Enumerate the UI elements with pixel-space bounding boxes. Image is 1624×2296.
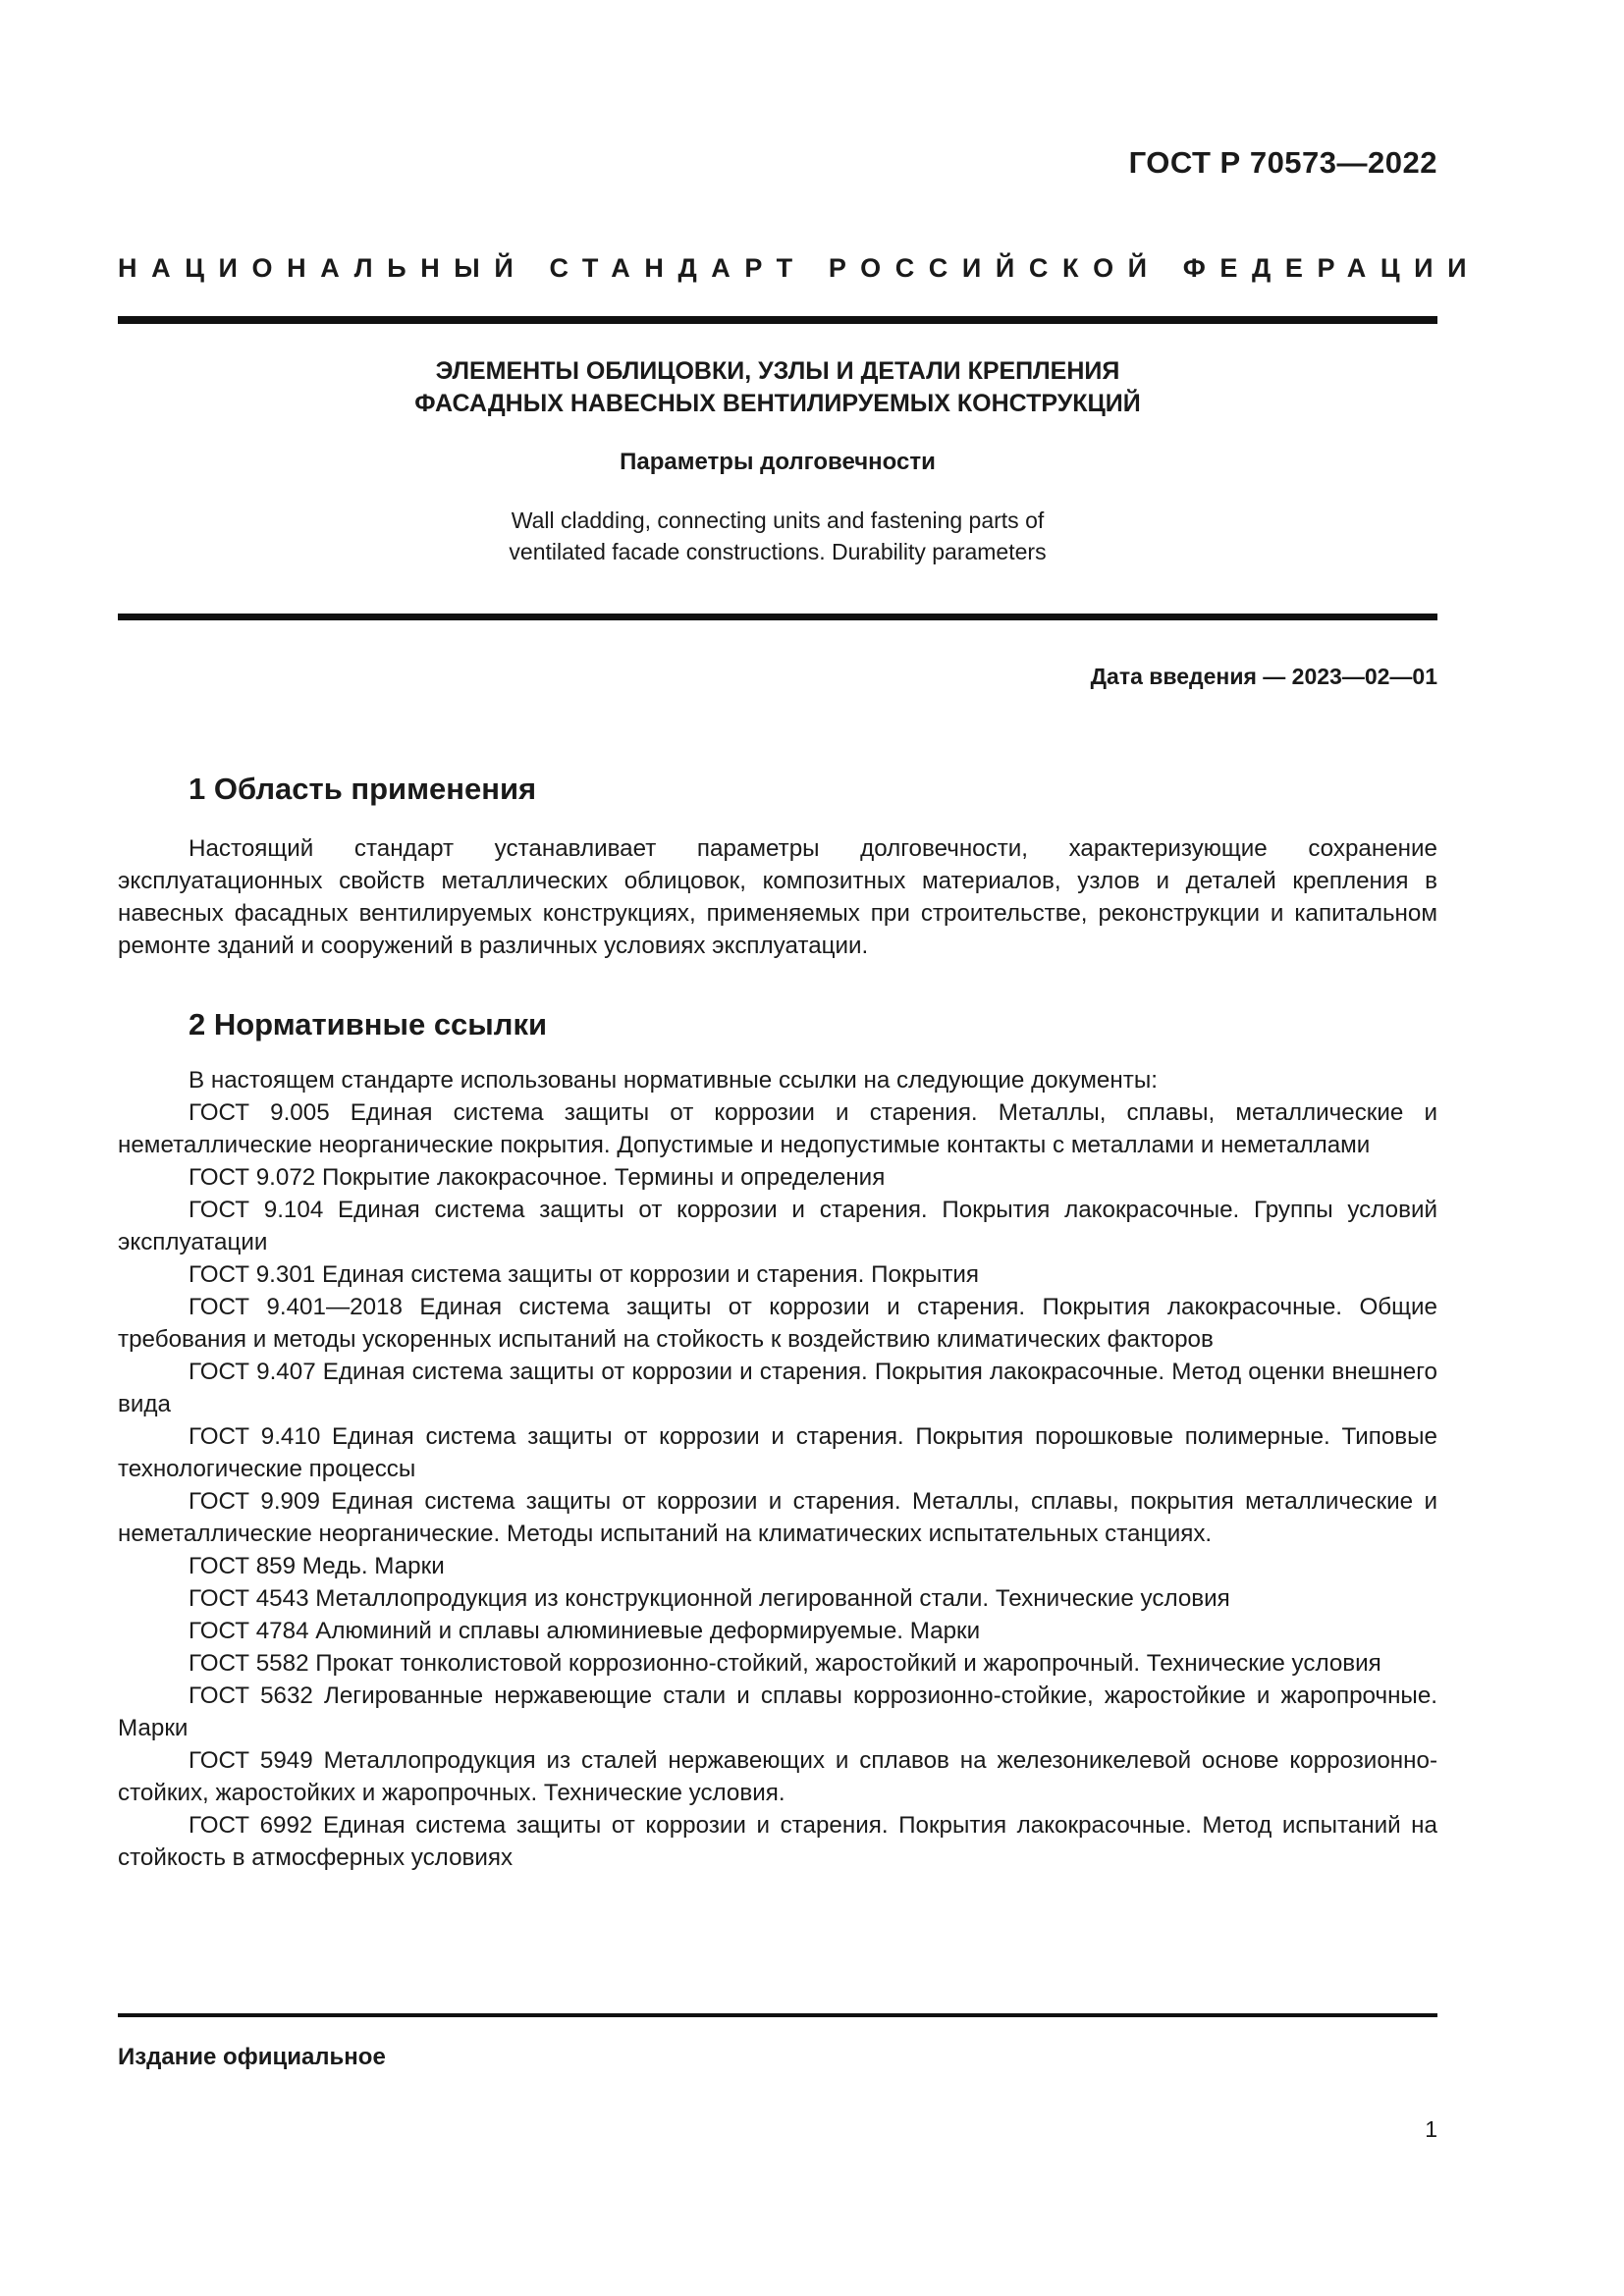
- title-block: [118, 355, 1437, 567]
- reference-item: ГОСТ 9.407 Единая система защиты от коррозии и старения. Покрытия лакокрасочные. Метод оценки внешнего вида: [118, 1359, 1437, 1417]
- reference-item: ГОСТ 5632 Легированные нержавеющие стали и сплавы коррозионно-стойкие, жаростойкие и жаропрочные. Марки: [118, 1682, 1437, 1741]
- section-heading-scope: 1 Область применения: [189, 772, 537, 806]
- reference-item: ГОСТ 9.301 Единая система защиты от коррозии и старения. Покрытия: [189, 1261, 980, 1288]
- paragraph: В настоящем стандарте использованы нормативные ссылки на следующие документы:: [189, 1067, 1158, 1094]
- reference-item: ГОСТ 6992 Единая система защиты от коррозии и старения. Покрытия лакокрасочные. Метод испытаний на стойкость в атмосферных условиях: [118, 1812, 1437, 1871]
- footer-divider: [118, 2013, 1437, 2017]
- header-divider: [118, 316, 1437, 324]
- reference-item: ГОСТ 4543 Металлопродукция из конструкционной легированной стали. Технические условия: [189, 1585, 1230, 1612]
- reference-item: ГОСТ 4784 Алюминий и сплавы алюминиевые деформируемые. Марки: [189, 1618, 981, 1644]
- reference-item: ГОСТ 5582 Прокат тонколистовой коррозионно-стойкий, жаростойкий и жаропрочный. Технические условия: [189, 1650, 1381, 1677]
- reference-item: ГОСТ 9.104 Единая система защиты от коррозии и старения. Покрытия лакокрасочные. Группы условий эксплуатации: [118, 1197, 1437, 1255]
- section-body-references: [118, 1064, 1437, 1874]
- reference-item: ГОСТ 9.072 Покрытие лакокрасочное. Термины и определения: [189, 1164, 886, 1191]
- title-divider: [118, 614, 1437, 620]
- english-title-line-2: ventilated facade constructions. Durability parameters: [509, 539, 1047, 564]
- introduction-date: Дата введения — 2023—02—01: [1090, 664, 1437, 689]
- reference-item: ГОСТ 9.410 Единая система защиты от коррозии и старения. Покрытия порошковые полимерные. Типовые технологические процессы: [118, 1423, 1437, 1482]
- reference-item: ГОСТ 9.005 Единая система защиты от коррозии и старения. Металлы, сплавы, металлические и неметаллические неорганические покрытия. Допустимые и недопустимые контакты с металлами и неметаллами: [118, 1099, 1437, 1158]
- reference-item: ГОСТ 9.909 Единая система защиты от коррозии и старения. Металлы, сплавы, покрытия металлические и неметаллические неорганические. Методы испытаний на климатических испытательных станциях.: [118, 1488, 1437, 1547]
- document-page: [118, 0, 1482, 2296]
- document-id: ГОСТ Р 70573—2022: [1128, 145, 1437, 180]
- section-heading-references: 2 Нормативные ссылки: [189, 1007, 548, 1041]
- reference-item: ГОСТ 9.401—2018 Единая система защиты от коррозии и старения. Покрытия лакокрасочные. Общие требования и методы ускоренных испытаний на стойкость к воздействию климатических факторов: [118, 1294, 1437, 1353]
- english-title-line-1: Wall cladding, connecting units and fastening parts of: [511, 507, 1045, 533]
- national-standard-banner: НАЦИОНАЛЬНЫЙ СТАНДАРТ РОССИЙСКОЙ ФЕДЕРАЦИИ: [118, 253, 1482, 283]
- section-body-scope: [118, 832, 1437, 962]
- english-title: [118, 505, 1437, 567]
- page-number: 1: [1425, 2116, 1437, 2142]
- reference-item: ГОСТ 5949 Металлопродукция из сталей нержавеющих и сплавов на железоникелевой основе коррозионно-стойких, жаростойких и жаропрочных. Технические условия.: [118, 1747, 1437, 1806]
- reference-item: ГОСТ 859 Медь. Марки: [189, 1553, 445, 1579]
- title-line-1: ЭЛЕМЕНТЫ ОБЛИЦОВКИ, УЗЛЫ И ДЕТАЛИ КРЕПЛЕНИЯ: [435, 357, 1120, 385]
- official-edition-label: Издание официальное: [118, 2044, 386, 2070]
- subtitle: Параметры долговечности: [620, 449, 936, 475]
- title-line-2: ФАСАДНЫХ НАВЕСНЫХ ВЕНТИЛИРУЕМЫХ КОНСТРУКЦИЙ: [414, 390, 1141, 417]
- paragraph: Настоящий стандарт устанавливает параметры долговечности, характеризующие сохранение эксплуатационных свойств металлических облицовок, композитных материалов, узлов и деталей крепления в навесных фасадных вентилируемых конструкциях, применяемых при строительстве, реконструкции и капитальном ремонте зданий и сооружений в различных условиях эксплуатации.: [118, 835, 1437, 959]
